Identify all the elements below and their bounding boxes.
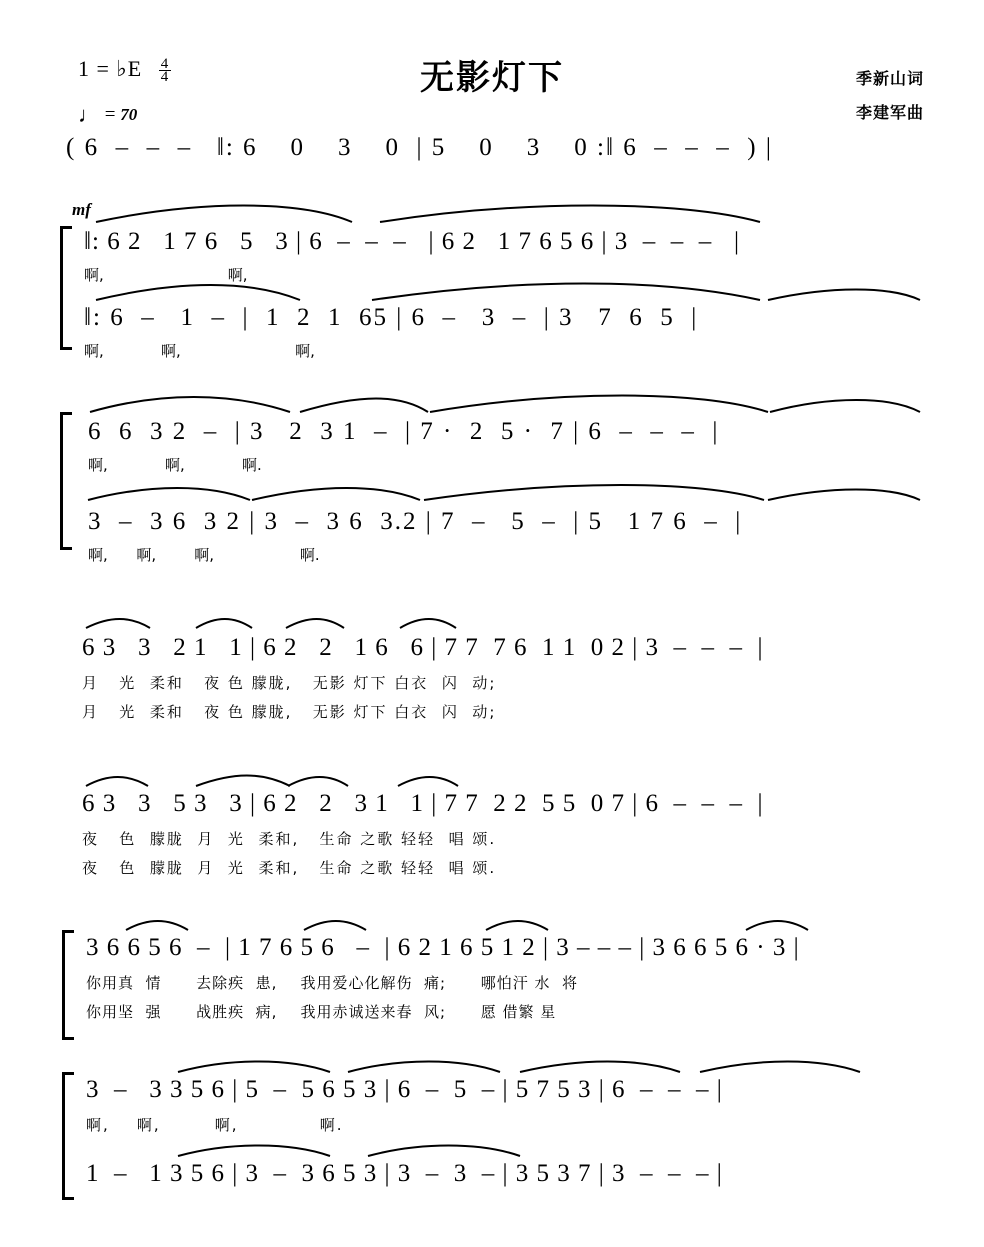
system3-verse1-lyrics: 月 光 柔和 夜 色 朦胧, 无影 灯下 白衣 闪 动; (82, 674, 497, 692)
composer-credit: 李建军曲 (855, 103, 924, 122)
system3-verse2-lyrics: 月 光 柔和 夜 色 朦胧, 无影 灯下 白衣 闪 动; (82, 703, 497, 721)
system6-voice1-lyrics: 啊, 啊, 啊, 啊. (86, 1116, 344, 1134)
system3-notes: 6 3 3 2 1 1 | 6 2 2 1 6 6 | 7 7 7 6 1 1 0 2 | 3 – – – | (82, 634, 764, 661)
system5-verse1-lyrics: 你用真 情 去除疾 患, 我用爱心化解伤 痛; 哪怕汗 水 将 (86, 974, 579, 992)
tempo-bpm: 70 (120, 105, 138, 124)
system6-voice2-notes: 1 – 1 3 5 6 | 3 – 3 6 5 3 | 3 – 3 – | 3 5 3 7 | 3 – – – | (86, 1160, 723, 1187)
intro-notes: ( 6 – – – ‖: 6 0 3 0 | 5 0 3 0 :‖ 6 – – – ) | (66, 134, 773, 161)
system4-notes: 6 3 3 5 3 3 | 6 2 2 3 1 1 | 7 7 2 2 5 5 0 7 | 6 – – – | (82, 790, 764, 817)
system1-voice2-lyrics: 啊, 啊, 啊, (84, 342, 315, 360)
lyricist-credit: 季新山词 (855, 69, 924, 88)
page-title: 无影灯下 (420, 58, 564, 98)
system1-voice1-notes: ‖: 6 2 1 7 6 5 3 | 6 – – – | 6 2 1 7 6 5 6 | 3 – – – | (84, 228, 740, 255)
system2-voice2-lyrics: 啊, 啊, 啊, 啊. (88, 546, 320, 564)
system2-voice1-notes: 6 6 3 2 – | 3 2 3 1 – | 7 · 2 5 · 7 | 6 – – – | (88, 418, 720, 445)
system4-verse1-lyrics: 夜 色 朦胧 月 光 柔和, 生命 之歌 轻轻 唱 颂. (82, 830, 497, 848)
quarter-note-icon: ♩ (78, 102, 100, 127)
system2-voice1-lyrics: 啊, 啊, 啊. (88, 456, 262, 474)
system1-voice2-notes: ‖: 6 – 1 – | 1 2 1 65 | 6 – 3 – | 3 7 6 5 | (84, 304, 699, 331)
system1-voice1-lyrics: 啊, 啊, (84, 266, 248, 284)
system4-verse2-lyrics: 夜 色 朦胧 月 光 柔和, 生命 之歌 轻轻 唱 颂. (82, 859, 497, 877)
system5-notes: 3 6 6 5 6 – | 1 7 6 5 6 – | 6 2 1 6 5 1 2 | 3 – – – | 3 6 6 5 6 · 3 | (86, 934, 800, 961)
system2-voice2-notes: 3 – 3 6 3 2 | 3 – 3 6 3.2 | 7 – 5 – | 5 1 7 6 – | (88, 508, 743, 535)
tempo-marking (78, 100, 137, 126)
meter-denominator: 4 (160, 69, 170, 86)
tempo-equals: = (104, 104, 116, 125)
key-signature-text: 1 = ♭E (78, 56, 143, 81)
dynamic-mf: mf (72, 200, 91, 219)
system5-verse2-lyrics: 你用坚 强 战胜疾 病, 我用赤诚送来春 风; 愿 借繁 星 (86, 1003, 557, 1021)
meter-numerator: 4 (160, 56, 170, 73)
system6-voice1-notes: 3 – 3 3 5 6 | 5 – 5 6 5 3 | 6 – 5 – | 5 7 5 3 | 6 – – – | (86, 1076, 723, 1103)
